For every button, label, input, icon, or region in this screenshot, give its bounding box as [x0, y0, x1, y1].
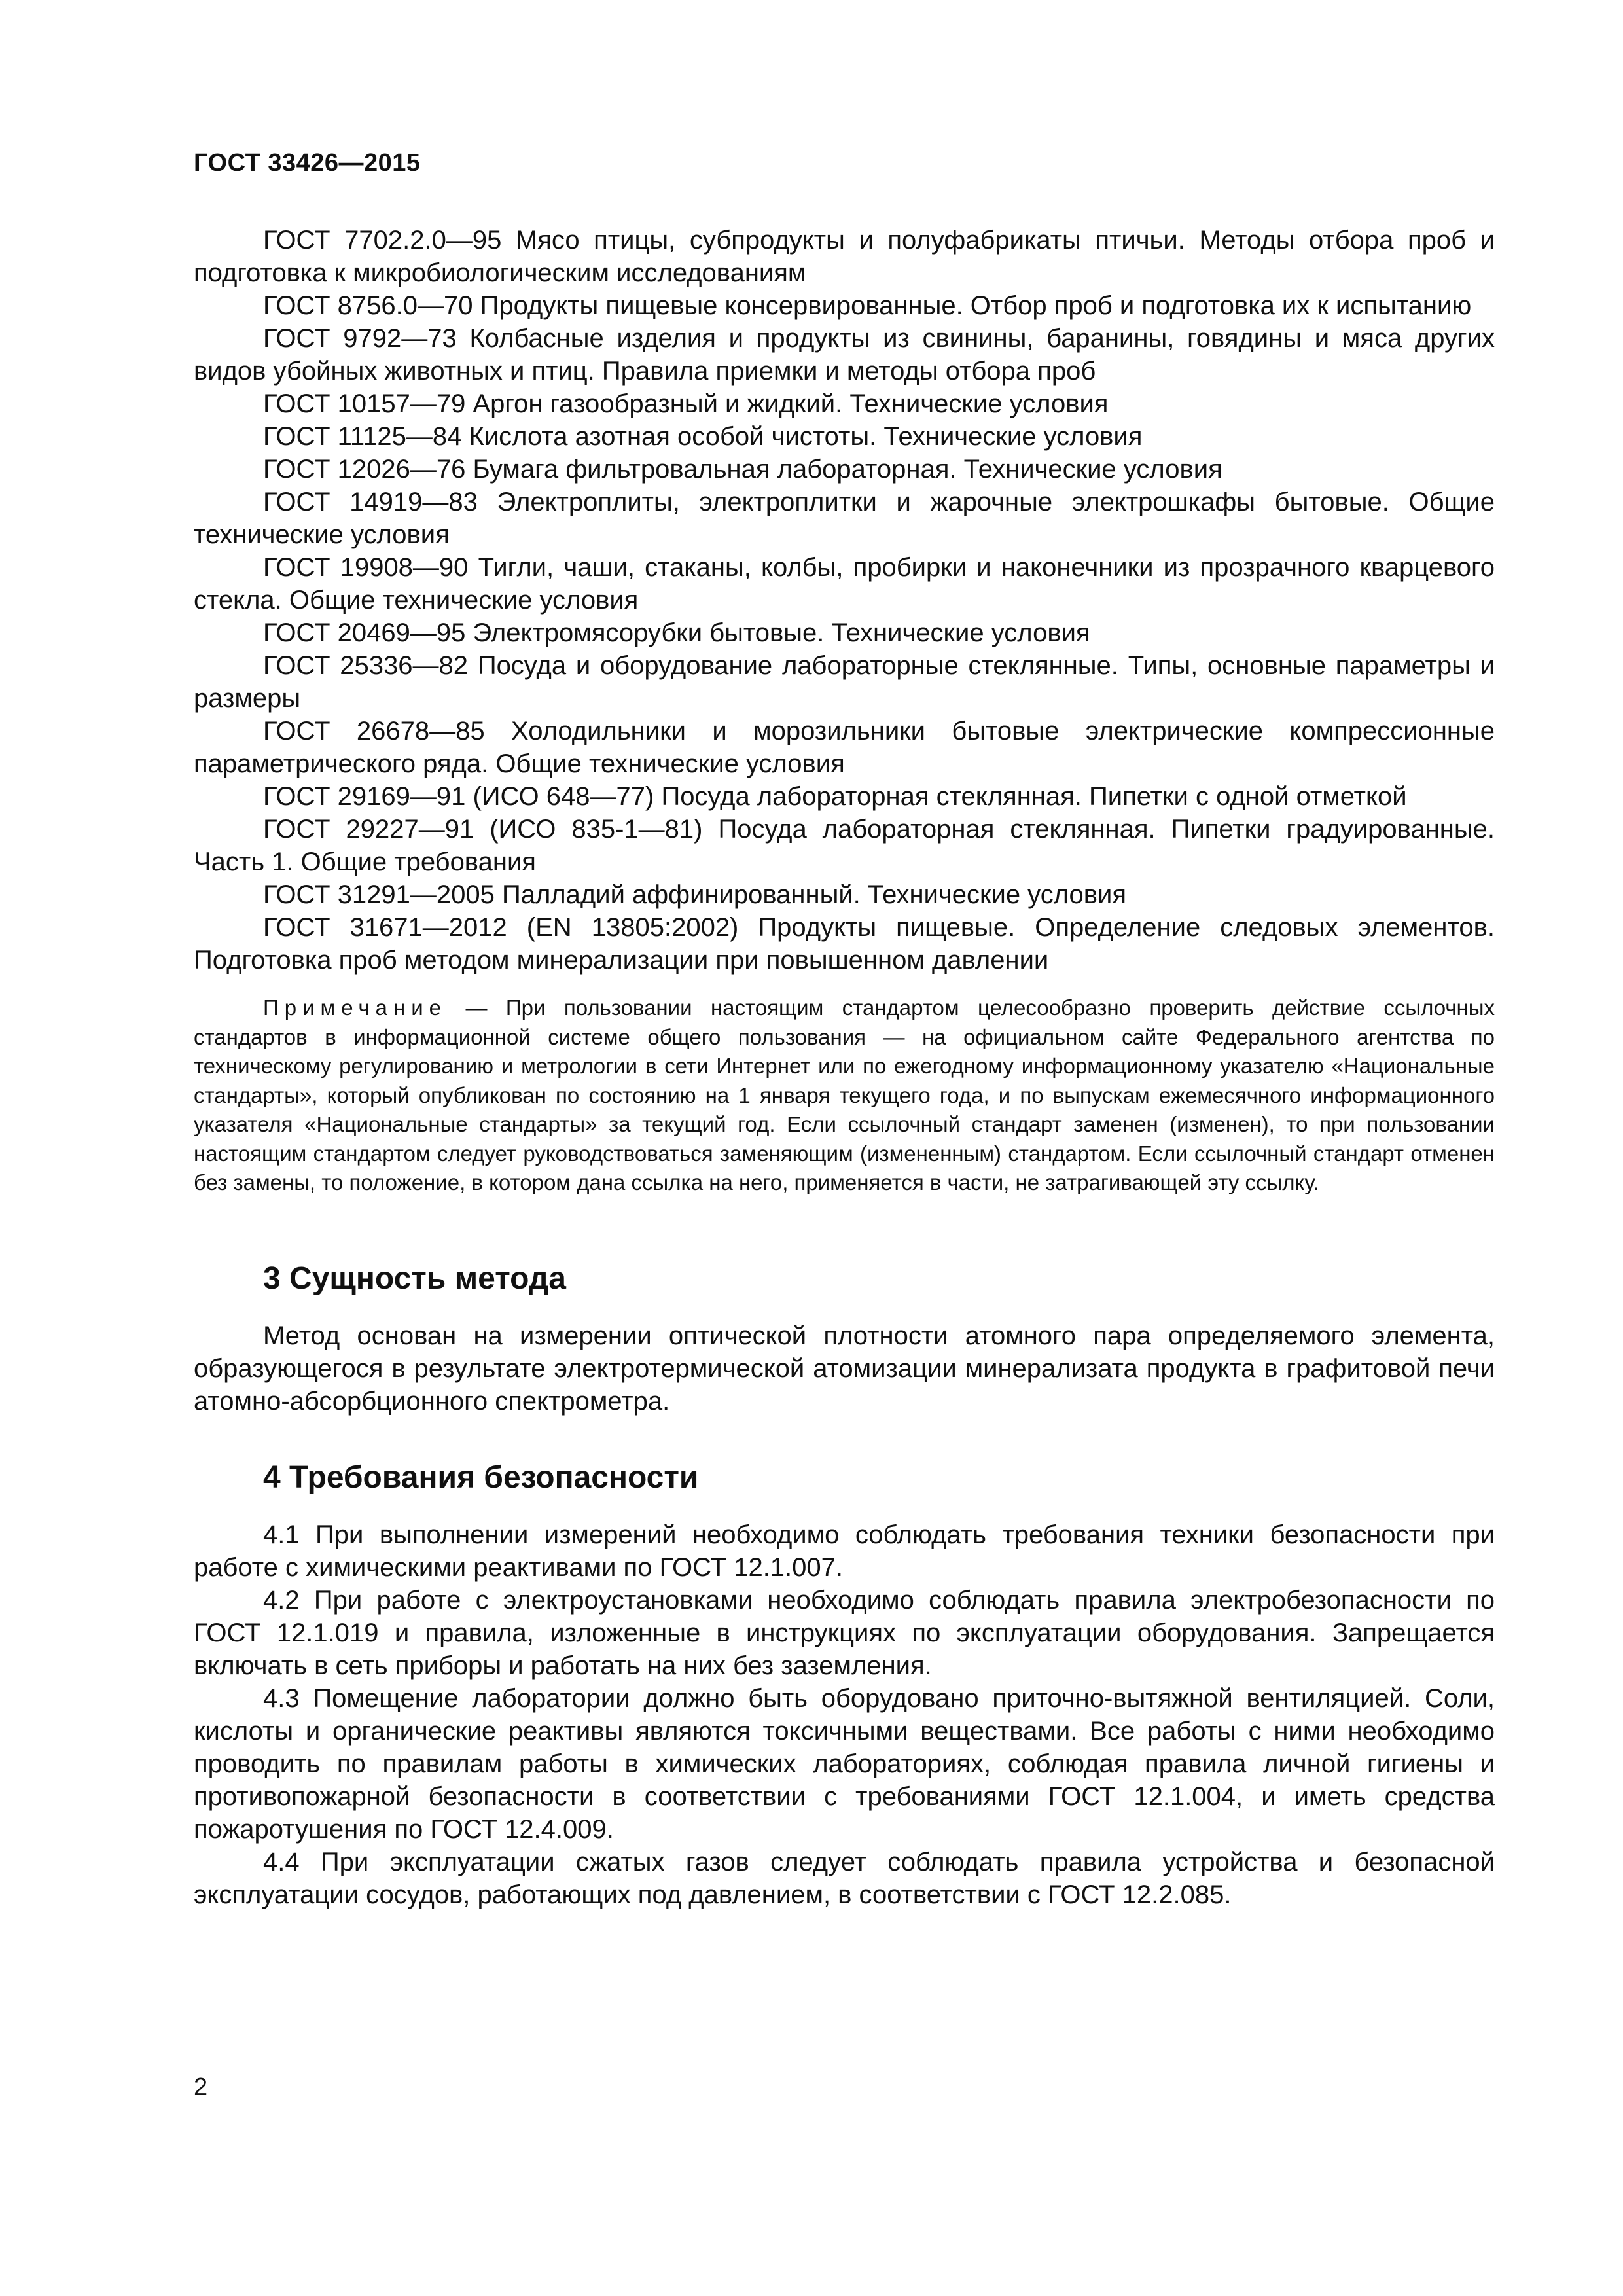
reference-item: ГОСТ 8756.0—70 Продукты пищевые консервированные. Отбор проб и подготовка их к испытанию	[263, 291, 1472, 320]
reference-item: ГОСТ 31671—2012 (EN 13805:2002) Продукты пищевые. Определение следовых элементов. Подготовка проб методом минерализации при повышенном давлении	[194, 913, 1495, 975]
clause-4-4: 4.4 При эксплуатации сжатых газов следует соблюдать правила устройства и безопасной эксплуатации сосудов, работающих под давлением, в соответствии с ГОСТ 12.2.085.	[194, 1847, 1495, 1909]
section-3-title: 3 Сущность метода	[263, 1261, 566, 1296]
clause-4-1: 4.1 При выполнении измерений необходимо соблюдать требования техники безопасности при работе с химическими реактивами по ГОСТ 12.1.007.	[194, 1520, 1495, 1582]
reference-item: ГОСТ 25336—82 Посуда и оборудование лабораторные стеклянные. Типы, основные параметры и размеры	[194, 651, 1495, 713]
section-3-paragraph: Метод основан на измерении оптической плотности атомного пара определяемого элемента, образующегося в результате электротермической атомизации минерализата продукта в графитовой печи атомно-абсорбционного спектрометра.	[194, 1321, 1495, 1416]
reference-item: ГОСТ 29169—91 (ИСО 648—77) Посуда лабораторная стеклянная. Пипетки с одной отметкой	[263, 782, 1407, 811]
reference-item: ГОСТ 12026—76 Бумага фильтровальная лабораторная. Технические условия	[263, 455, 1222, 484]
reference-item: ГОСТ 31291—2005 Палладий аффинированный. Технические условия	[263, 880, 1127, 909]
note-text: — При пользовании настоящим стандартом целесообразно проверить действие ссылочных стандартов в информационной системе общего пользования — на официальном сайте Федерального агентства по техническому регулированию и метрологии в сети Интернет или по ежегодному информационному указателю «Национальные стандарты», который опубликован по состоянию на 1 января текущего года, и по выпускам ежемесячного информационного указателя «Национальные стандарты» за текущий год. Если ссылочный стандарт заменен (изменен), то при пользовании настоящим стандартом следует руководствоваться заменяющим (измененным) стандартом. Если ссылочный стандарт отменен без замены, то положение, в котором дана ссылка на него, применяется в части, не затрагивающей эту ссылку.	[194, 996, 1495, 1194]
reference-item: ГОСТ 7702.2.0—95 Мясо птицы, субпродукты и полуфабрикаты птичьи. Методы отбора проб и подготовка к микробиологическим исследованиям	[194, 226, 1495, 287]
references-note	[194, 994, 1495, 1198]
running-header: ГОСТ 33426—2015	[194, 149, 421, 177]
reference-item: ГОСТ 26678—85 Холодильники и морозильники бытовые электрические компрессионные параметрического ряда. Общие технические условия	[194, 717, 1495, 778]
reference-item: ГОСТ 19908—90 Тигли, чаши, стаканы, колбы, пробирки и наконечники из прозрачного кварцевого стекла. Общие технические условия	[194, 553, 1495, 615]
normative-references-list	[194, 224, 1495, 977]
clause-4-3: 4.3 Помещение лаборатории должно быть оборудовано приточно-вытяжной вентиляцией. Соли, кислоты и органические реактивы являются токсичными веществами. Все работы с ними необходимо проводить по правилам работы в химических лабораториях, соблюдая правила личной гигиены и противопожарной безопасности в соответствии с требованиями ГОСТ 12.1.004, и иметь средства пожаротушения по ГОСТ 12.4.009.	[194, 1683, 1495, 1844]
page-body	[194, 224, 1495, 1911]
reference-item: ГОСТ 20469—95 Электромясорубки бытовые. Технические условия	[263, 619, 1090, 647]
reference-item: ГОСТ 11125—84 Кислота азотная особой чистоты. Технические условия	[263, 422, 1143, 451]
note-label: Примечание	[263, 996, 448, 1020]
reference-item: ГОСТ 29227—91 (ИСО 835-1—81) Посуда лабораторная стеклянная. Пипетки градуированные. Часть 1. Общие требования	[194, 815, 1495, 876]
page-number: 2	[194, 2073, 208, 2101]
reference-item: ГОСТ 10157—79 Аргон газообразный и жидкий. Технические условия	[263, 389, 1109, 418]
section-4-title: 4 Требования безопасности	[263, 1460, 699, 1495]
reference-item: ГОСТ 14919—83 Электроплиты, электроплитки и жарочные электрошкафы бытовые. Общие технические условия	[194, 488, 1495, 549]
clause-4-2: 4.2 При работе с электроустановками необходимо соблюдать правила электробезопасности по ГОСТ 12.1.019 и правила, изложенные в инструкциях по эксплуатации оборудования. Запрещается включать в сеть приборы и работать на них без заземления.	[194, 1585, 1495, 1680]
reference-item: ГОСТ 9792—73 Колбасные изделия и продукты из свинины, баранины, говядины и мяса других видов убойных животных и птиц. Правила приемки и методы отбора проб	[194, 324, 1495, 386]
